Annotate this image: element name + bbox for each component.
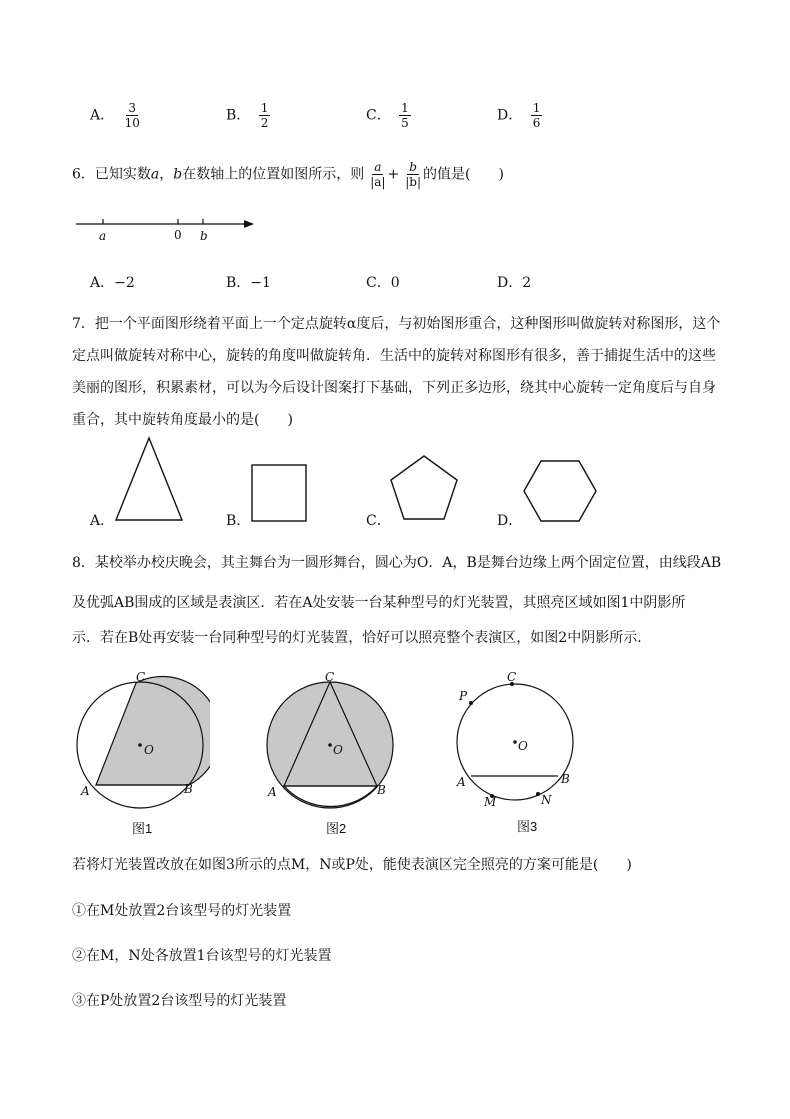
q8-line-1: 8．某校举办校庆晚会，其主舞台为一圆形舞台，圆心为O．A，B是舞台边缘上两个固定位置，由线段AB [72,555,722,571]
q5-option-b[interactable] [226,101,270,130]
var-a: a [150,166,160,183]
q7-option-b[interactable]: B． [226,513,251,529]
pentagon-shape [386,452,462,524]
fig3-label-n: N [541,793,552,807]
center-point [328,743,332,747]
fraction [259,101,271,130]
plus-sign: + [387,166,400,183]
q6-option-b[interactable]: B．−1 [226,275,271,291]
denominator: 10 [124,116,140,130]
fraction [399,101,411,130]
square-shape [248,463,308,523]
numerator: 3 [128,101,137,115]
numerator: 1 [401,101,409,115]
axis-label-b: b [200,229,208,243]
q8-question: 若将灯光装置改放在如图3所示的点M，N或P处，能使表演区完全照亮的方案可能是( ) [72,857,632,873]
q6-stem [72,160,504,189]
fraction [531,101,543,130]
fig1-caption: 图1 [132,821,153,836]
lit-region [96,677,210,785]
option-letter: C． [366,107,391,124]
option-letter: A． [90,107,115,124]
q5-option-c[interactable] [366,101,411,130]
axis-label-zero: 0 [174,228,182,242]
fig2-label-a: A [268,785,277,799]
var-b: b [173,166,183,183]
q7-option-d[interactable]: D． [497,513,523,529]
q7-option-c[interactable]: C． [366,513,391,529]
q8-choice-1[interactable]: ①在M处放置2台该型号的灯光装置 [72,903,292,919]
center-point [138,743,142,747]
fig3-caption: 图3 [517,819,538,834]
fig2-label-c: C [325,670,335,684]
hexagon-shape [520,457,600,525]
fig3-label-a: A [457,775,466,789]
option-letter: B． [226,107,251,124]
denominator: 5 [401,116,409,130]
fraction-b-over-abs-b [403,160,423,189]
fig3-label-m: M [484,795,497,809]
numerator: 1 [532,101,541,115]
q8-choice-2[interactable]: ②在M，N处各放置1台该型号的灯光装置 [72,948,332,964]
fraction [123,101,142,130]
axis-label-a: a [99,229,107,243]
q7-line-4: 重合，其中旋转角度最小的是( ) [72,412,293,428]
denominator: |a| [370,175,386,189]
unlit-region [284,786,377,806]
denominator: |b| [405,175,422,189]
fig3-label-b: B [561,772,570,786]
center-point [513,740,517,744]
fraction-a-over-abs-a [368,160,387,189]
fig2-label-o: O [333,743,343,757]
q8-line-2: 及优弧AB围成的区域是表演区．若在A处安装一台某种型号的灯光装置，其照亮区域如图1中阴影所 [72,595,686,611]
q6-middle: 在数轴上的位置如图所示，则 [182,166,365,183]
denominator: 2 [260,116,269,130]
option-letter: D． [497,107,523,124]
q7-line-3: 美丽的图形，积累素材，可以为今后设计图案打下基础，下列正多边形，绕其中心旋转一定角度后与自身 [72,380,716,396]
triangle-shape [112,434,186,524]
point-n [536,792,540,796]
axis-arrow [244,220,254,228]
q8-line-3: 示．若在B处再安装一台同种型号的灯光装置，恰好可以照亮整个表演区，如图2中阴影所示． [72,630,652,646]
fig2-label-b: B [377,783,386,797]
numerator: 1 [260,101,269,115]
numerator: a [374,160,382,174]
q7-line-1: 7．把一个平面图形绕着平面上一个定点旋转α度后，与初始图形重合，这种图形叫做旋转对称图形，这个 [72,316,721,332]
fig3-label-p: P [459,689,468,703]
denominator: 6 [532,116,541,130]
q7-line-2: 定点叫做旋转对称中心，旋转的角度叫做旋转角．生活中的旋转对称图形有很多，善于捕捉生活中的这些 [72,348,716,364]
q8-choice-3[interactable]: ③在P处放置2台该型号的灯光装置 [72,993,287,1009]
q6-sep: ， [159,166,174,183]
q5-option-d[interactable] [497,101,542,130]
numerator: b [409,160,417,174]
fig1-label-b: B [184,782,193,796]
fig3-label-o: O [518,739,528,753]
point-p [469,701,473,705]
q5-option-a[interactable] [90,101,142,130]
q6-option-c[interactable]: C．0 [366,275,400,291]
q6-prefix: 6．已知实数 [72,166,151,183]
fig2-caption: 图2 [326,821,347,836]
q7-option-a[interactable]: A． [90,513,115,529]
q6-option-d[interactable]: D．2 [497,275,532,291]
fig3-label-c: C [507,670,517,684]
q6-suffix: 的值是( ) [423,166,504,183]
q6-option-a[interactable]: A．−2 [90,275,135,291]
fig1-label-c: C [136,670,146,684]
fig1-label-o: O [144,743,154,757]
fig1-label-a: A [81,784,90,798]
